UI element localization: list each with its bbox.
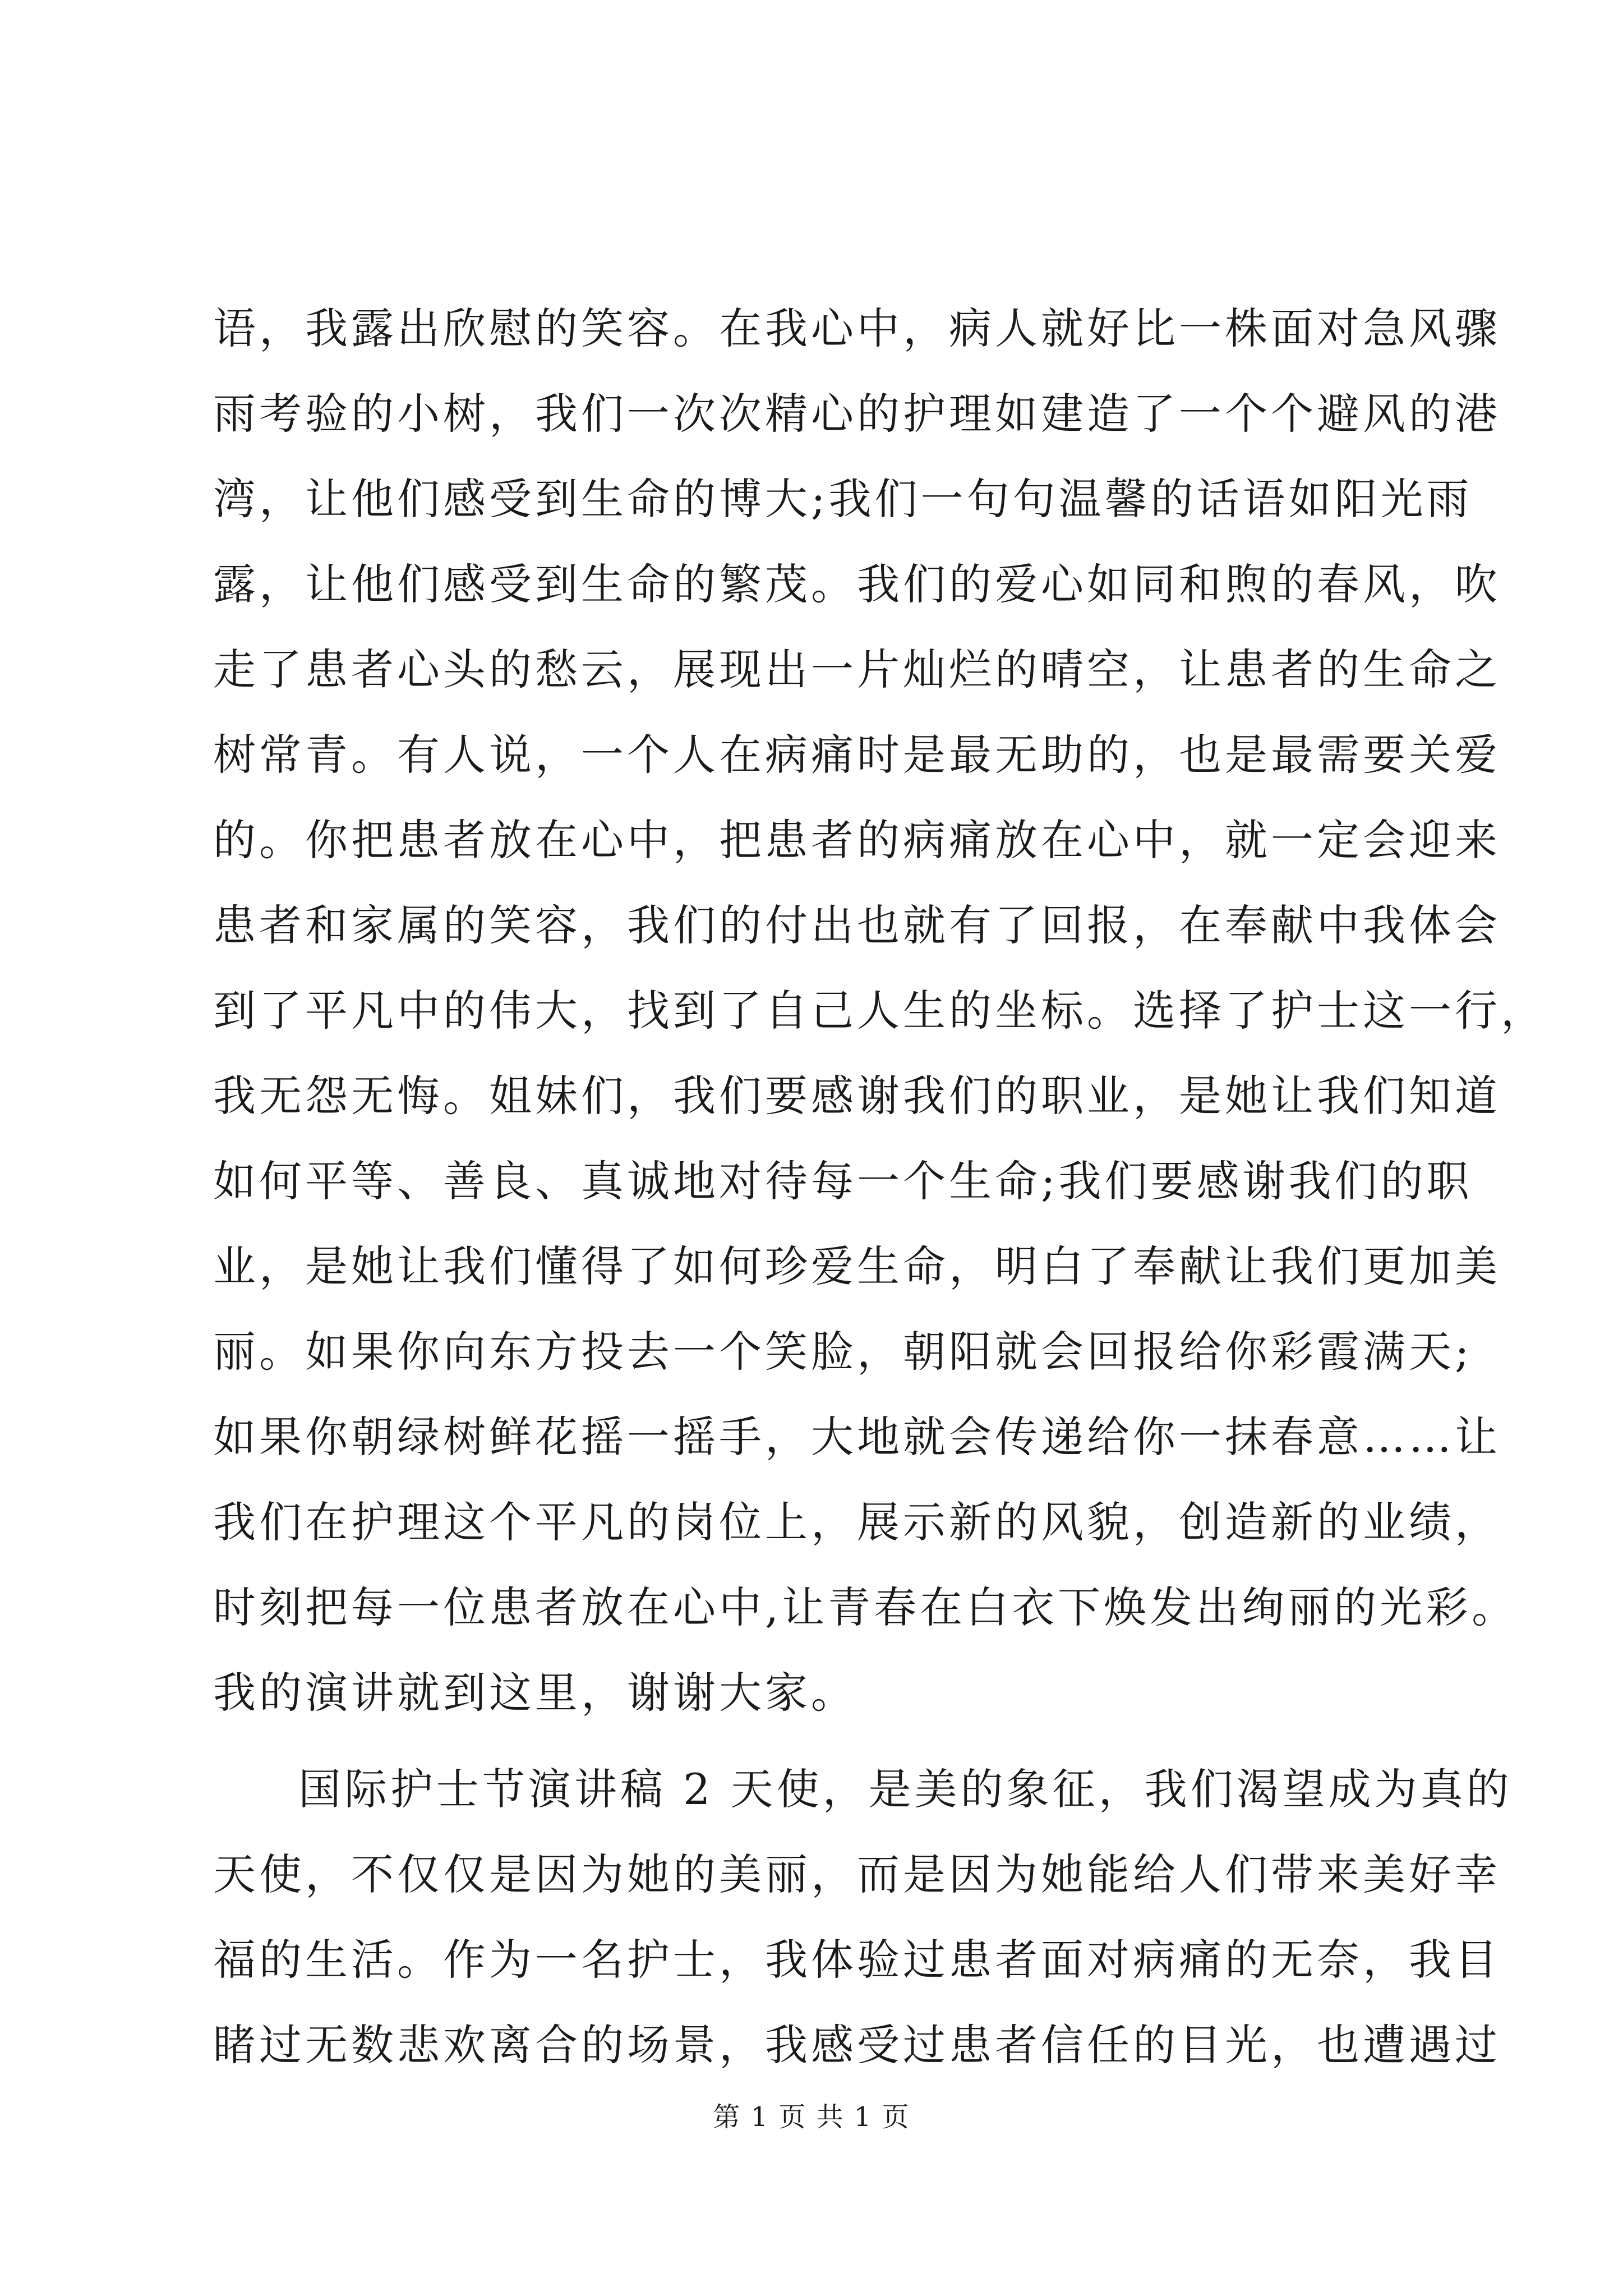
text-line: 到了平凡中的伟大，找到了自己人生的坐标。选择了护士这一行，	[213, 986, 1547, 1036]
paragraph-gap	[213, 1736, 1424, 1747]
document-body	[213, 286, 1547, 2088]
text-line: 天使，不仅仅是因为她的美丽，而是因为她能给人们带来美好幸	[213, 1849, 1501, 1899]
text-line: 睹过无数悲欢离合的场景，我感受过患者信任的目光，也遭遇过	[213, 2020, 1501, 2070]
text-line: 露，让他们感受到生命的繁茂。我们的爱心如同和煦的春风，吹	[213, 559, 1501, 609]
text-line: 湾，让他们感受到生命的博大;我们一句句温馨的话语如阳光雨	[213, 474, 1473, 524]
text-line: 走了患者心头的愁云，展现出一片灿烂的晴空，让患者的生命之	[213, 645, 1501, 694]
page-number-label: 第 1 页 共 1 页	[713, 2101, 910, 2133]
text-line: 国际护士节演讲稿 2 天使，是美的象征，我们渴望成为真的	[298, 1764, 1513, 1814]
text-line: 丽。如果你向东方投去一个笑脸，朝阳就会回报给你彩霞满天;	[213, 1327, 1473, 1377]
text-line: 的。你把患者放在心中，把患者的病痛放在心中，就一定会迎来	[213, 815, 1501, 865]
text-line: 时刻把每一位患者放在心中,让青春在白衣下焕发出绚丽的光彩。	[213, 1582, 1518, 1632]
text-line: 福的生活。作为一名护士，我体验过患者面对病痛的无奈，我目	[213, 1935, 1501, 1985]
text-line: 语，我露出欣慰的笑容。在我心中，病人就好比一株面对急风骤	[213, 303, 1501, 353]
text-line: 如何平等、善良、真诚地对待每一个生命;我们要感谢我们的职	[213, 1156, 1473, 1206]
page-footer	[0, 2095, 1623, 2134]
text-line: 如果你朝绿树鲜花摇一摇手，大地就会传递给你一抹春意……让	[213, 1412, 1501, 1462]
text-line: 我们在护理这个平凡的岗位上，展示新的风貌，创造新的业绩，	[213, 1497, 1501, 1547]
text-line: 我的演讲就到这里，谢谢大家。	[213, 1668, 857, 1718]
text-line: 我无怨无悔。姐妹们，我们要感谢我们的职业，是她让我们知道	[213, 1071, 1501, 1121]
text-line: 树常青。有人说，一个人在病痛时是最无助的，也是最需要关爱	[213, 730, 1501, 780]
text-line: 业，是她让我们懂得了如何珍爱生命，明白了奉献让我们更加美	[213, 1241, 1501, 1291]
text-line: 雨考验的小树，我们一次次精心的护理如建造了一个个避风的港	[213, 389, 1501, 439]
text-line: 患者和家属的笑容，我们的付出也就有了回报，在奉献中我体会	[213, 900, 1501, 950]
